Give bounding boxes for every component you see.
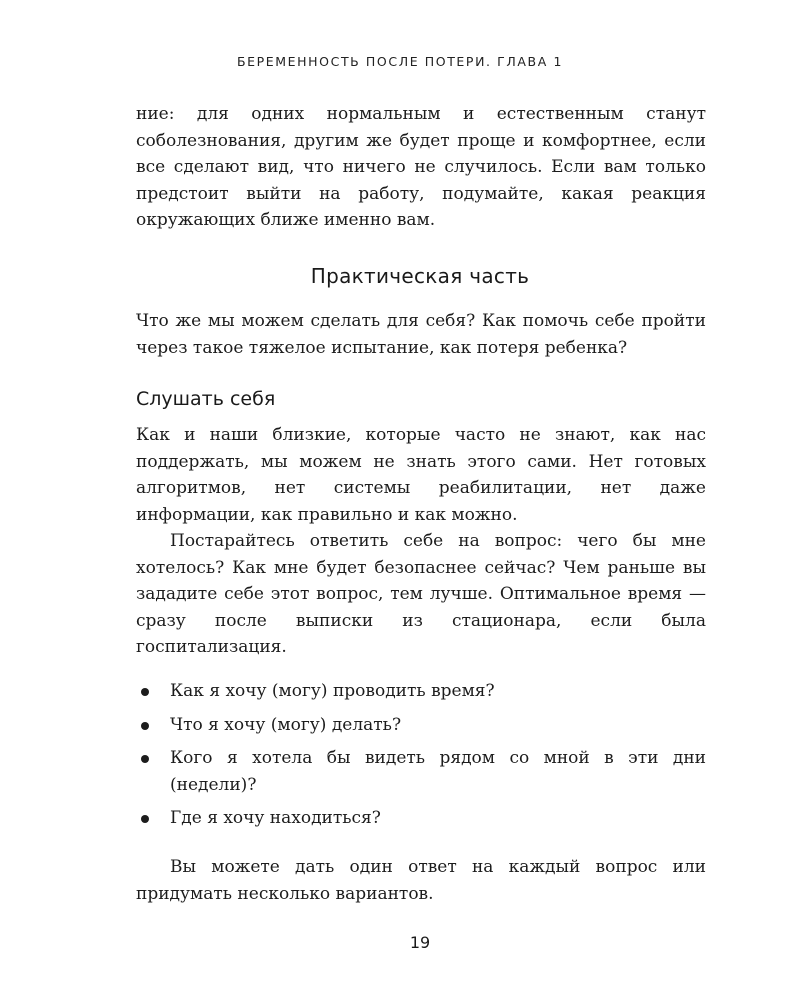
list-item — [136, 745, 706, 798]
list-item — [136, 678, 706, 705]
closing-text — [136, 854, 706, 907]
bullet-icon — [141, 688, 149, 696]
subheading-listen-to-yourself: Слушать себя — [136, 388, 276, 410]
list-item — [136, 805, 706, 832]
running-head: БЕРЕМЕННОСТЬ ПОСЛЕ ПОТЕРИ. ГЛАВА 1 — [236, 54, 563, 69]
listen-paragraph-1: Как и наши близкие, которые часто не знают, как нас поддержать, мы можем не знать этого сами. Нет готовых алгоритмов, нет системы реабилитации, нет даже информации, как правильно и как можно. — [136, 425, 706, 525]
list-item-text: Где я хочу находиться? — [170, 808, 381, 828]
practical-text — [136, 308, 706, 361]
practical-paragraph: Что же мы можем сделать для себя? Как помочь себе пройти через такое тяжелое испытание, как потеря ребенка? — [136, 311, 706, 358]
listen-text — [136, 422, 706, 661]
intro-text — [136, 101, 706, 234]
list-item-text: Как я хочу (могу) проводить время? — [170, 681, 495, 701]
bullet-icon — [141, 755, 149, 763]
list-item-text: Что я хочу (могу) делать? — [170, 714, 402, 735]
question-list — [136, 678, 706, 839]
page-number: 19 — [409, 933, 431, 952]
bullet-icon — [141, 722, 149, 730]
list-item — [136, 712, 706, 739]
bullet-icon — [141, 815, 149, 823]
listen-paragraph-2: Постарайтесь ответить себе на вопрос: чего бы мне хотелось? Как мне будет безопаснее сейчас? Чем раньше вы зададите себе этот вопрос, тем лучше. Оптимальное время — сразу после выписки из стационара, если была госпитализация. — [136, 531, 706, 657]
intro-paragraph: ние: для одних нормальным и естественным станут соболезнования, другим же будет проще и комфортнее, если все сделают вид, что ничего не случилось. Если вам только предстоит выйти на работу, подумайте, какая реакция окружающих ближе именно вам. — [136, 104, 706, 230]
section-heading-practical: Практическая часть — [310, 264, 530, 288]
closing-paragraph: Вы можете дать один ответ на каждый вопрос или придумать несколько вариантов. — [136, 857, 706, 904]
list-item-text: Кого я хотела бы видеть рядом со мной в эти дни (недели)? — [170, 748, 706, 795]
